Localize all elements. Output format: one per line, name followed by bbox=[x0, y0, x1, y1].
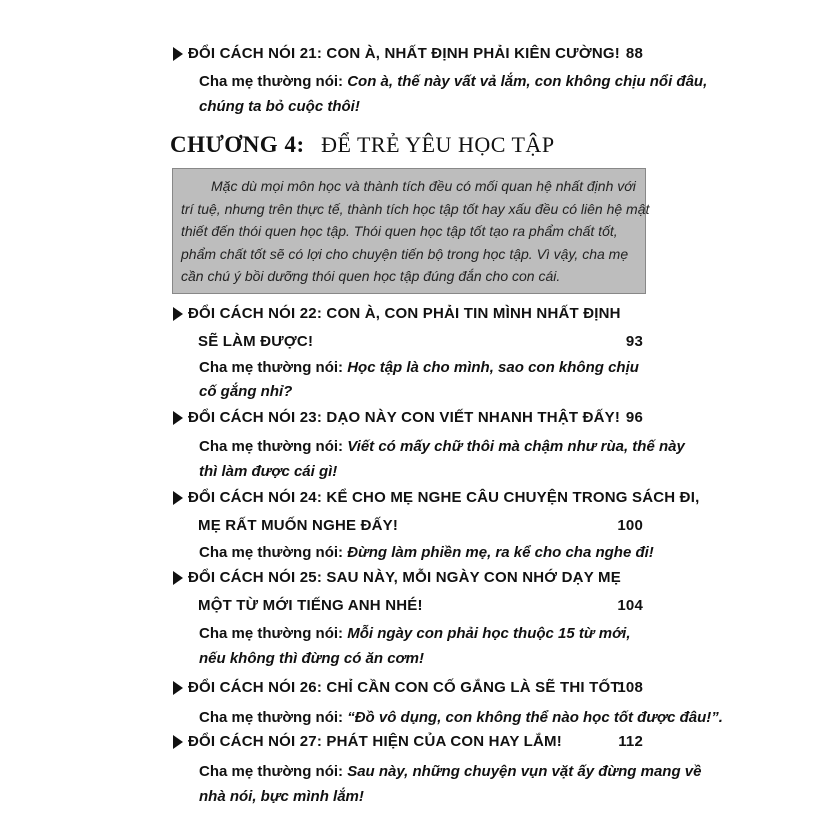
chapter-intro-box bbox=[172, 168, 650, 294]
page-number: 104 bbox=[617, 597, 643, 614]
quote-label: Cha mẹ thường nói: bbox=[199, 359, 344, 376]
toc-heading-text: MỘT TỪ MỚI TIẾNG ANH NHÉ! bbox=[198, 597, 423, 614]
quote-text: nhà nói, bực mình lắm! bbox=[199, 788, 364, 805]
toc-heading bbox=[175, 566, 647, 590]
toc-entry-27 bbox=[175, 730, 702, 805]
page-number: 96 bbox=[625, 409, 643, 426]
intro-line: cần chú ý bồi dưỡng thói quen học tập đúng đắn cho con cái. bbox=[181, 268, 561, 284]
chapter-number: CHƯƠNG 4: bbox=[170, 132, 305, 157]
quote-text: Học tập là cho mình, sao con không chịu bbox=[347, 359, 639, 376]
toc-heading-text: SẼ LÀM ĐƯỢC! bbox=[198, 333, 314, 350]
quote-text: Viết có mấy chữ thôi mà chậm như rùa, thế này bbox=[347, 438, 685, 455]
toc-heading bbox=[175, 406, 647, 430]
toc-heading-text: MẸ RẤT MUỐN NGHE ĐẤY! bbox=[198, 517, 399, 534]
toc-heading bbox=[175, 730, 647, 754]
quote-text: Mỗi ngày con phải học thuộc 15 từ mới, bbox=[347, 625, 631, 642]
triangle-bullet-icon bbox=[173, 735, 183, 749]
quote-text: “Đồ vô dụng, con không thể nào học tốt được đâu!”. bbox=[347, 709, 723, 726]
toc-heading-text: ĐỔI CÁCH NÓI 26: CHỈ CẦN CON CỐ GẮNG LÀ SẼ THI TỐT! bbox=[188, 679, 625, 696]
quote-label: Cha mẹ thường nói: bbox=[199, 544, 344, 561]
quote-text: Đừng làm phiền mẹ, ra kể cho cha nghe đi! bbox=[347, 544, 654, 561]
toc-heading-text: ĐỔI CÁCH NÓI 25: SAU NÀY, MỖI NGÀY CON NHỚ DẠY MẸ bbox=[188, 569, 621, 586]
triangle-bullet-icon bbox=[173, 307, 183, 321]
toc-entry-23 bbox=[175, 406, 685, 480]
quote-line bbox=[199, 435, 685, 459]
quote-line bbox=[199, 706, 723, 730]
quote-text: cố gắng nhỉ? bbox=[199, 383, 293, 400]
toc-entry-22 bbox=[175, 302, 647, 400]
page-number: 112 bbox=[618, 733, 643, 750]
quote-label: Cha mẹ thường nói: bbox=[199, 73, 344, 90]
toc-heading-text: ĐỔI CÁCH NÓI 23: DẠO NÀY CON VIẾT NHANH THẬT ĐẤY! bbox=[188, 409, 621, 426]
page-number: 88 bbox=[625, 45, 643, 62]
quote-line bbox=[199, 460, 337, 484]
toc-heading-cont bbox=[175, 330, 647, 354]
chapter-heading bbox=[170, 132, 555, 158]
page-number: 108 bbox=[617, 679, 643, 696]
quote-label: Cha mẹ thường nói: bbox=[199, 763, 344, 780]
intro-line: thiết đến thói quen học tập. Thói quen học tập tốt tạo ra phẩm chất tốt, bbox=[181, 223, 618, 239]
quote-line bbox=[199, 541, 654, 565]
chapter-title: ĐỂ TRẺ YÊU HỌC TẬP bbox=[321, 132, 555, 157]
quote-text: Sau này, những chuyện vụn vặt ấy đừng mang về bbox=[347, 763, 702, 780]
toc-heading-cont bbox=[175, 594, 647, 618]
toc-heading bbox=[175, 302, 647, 326]
quote-line bbox=[199, 622, 631, 646]
triangle-bullet-icon bbox=[173, 571, 183, 585]
toc-heading-text: ĐỔI CÁCH NÓI 24: KỂ CHO MẸ NGHE CÂU CHUYỆN TRONG SÁCH ĐI, bbox=[188, 489, 700, 506]
toc-heading bbox=[175, 486, 700, 510]
triangle-bullet-icon bbox=[173, 491, 183, 505]
quote-text: thì làm được cái gì! bbox=[199, 463, 338, 480]
triangle-bullet-icon bbox=[173, 681, 183, 695]
toc-heading-cont bbox=[175, 514, 647, 538]
quote-line bbox=[199, 70, 707, 94]
page-number: 100 bbox=[617, 517, 643, 534]
quote-line bbox=[199, 95, 360, 119]
toc-entry-25 bbox=[175, 566, 647, 667]
quote-text: chúng ta bỏ cuộc thôi! bbox=[199, 98, 360, 115]
quote-line bbox=[199, 760, 701, 784]
quote-line bbox=[199, 356, 639, 380]
toc-entry-26 bbox=[175, 676, 723, 726]
quote-line bbox=[199, 785, 364, 809]
quote-label: Cha mẹ thường nói: bbox=[199, 709, 344, 726]
quote-label: Cha mẹ thường nói: bbox=[199, 438, 344, 455]
intro-line: phẩm chất tốt sẽ có lợi cho chuyện tiến bộ trong học tập. Vì vậy, cha mẹ bbox=[181, 245, 629, 262]
quote-line bbox=[199, 647, 424, 671]
toc-heading-text: ĐỔI CÁCH NÓI 27: PHÁT HIỆN CỦA CON HAY LẮM! bbox=[188, 733, 562, 750]
triangle-bullet-icon bbox=[173, 47, 183, 61]
intro-line: Mặc dù mọi môn học và thành tích đều có mối quan hệ nhất định với bbox=[211, 178, 636, 194]
toc-heading-text: ĐỔI CÁCH NÓI 21: CON À, NHẤT ĐỊNH PHẢI KIÊN CƯỜNG! bbox=[188, 45, 620, 62]
page-number: 93 bbox=[625, 333, 643, 350]
toc-entry-21 bbox=[175, 42, 708, 115]
toc-heading bbox=[175, 42, 647, 66]
quote-line bbox=[199, 380, 292, 404]
triangle-bullet-icon bbox=[173, 411, 183, 425]
toc-heading bbox=[175, 676, 647, 700]
quote-text: nếu không thì đừng có ăn cơm! bbox=[199, 650, 424, 667]
toc-heading-text: ĐỔI CÁCH NÓI 22: CON À, CON PHẢI TIN MÌNH NHẤT ĐỊNH bbox=[188, 305, 621, 322]
quote-text: Con à, thế này vất vả lắm, con không chịu nổi đâu, bbox=[347, 73, 708, 90]
toc-entry-24 bbox=[175, 486, 700, 561]
quote-label: Cha mẹ thường nói: bbox=[199, 625, 344, 642]
intro-line: trí tuệ, nhưng trên thực tế, thành tích học tập tốt hay xấu đều có liên hệ mật bbox=[181, 200, 650, 217]
